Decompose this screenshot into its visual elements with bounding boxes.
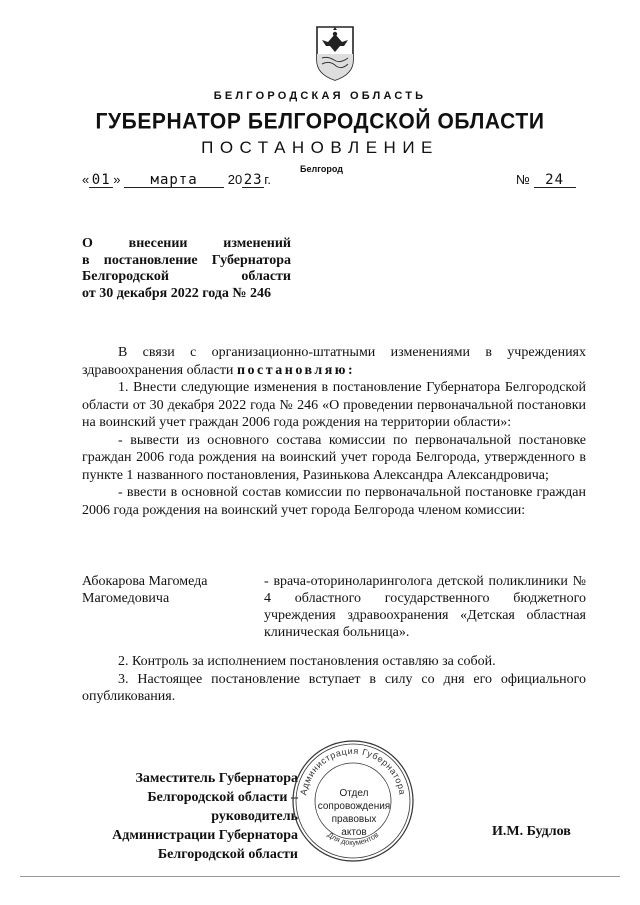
date-close-quote: »: [113, 172, 121, 187]
body-paragraph: - ввести в основной состав комиссии по первоначальной постановке граждан 2006 года рождения на воинский учет города Белгорода членом комиссии:: [82, 485, 586, 518]
stamp-center-line: Отдел: [339, 788, 369, 799]
document-title: [82, 236, 291, 302]
title-line: Белгородской области: [82, 269, 291, 284]
governor-heading: ГУБЕРНАТОР БЕЛГОРОДСКОЙ ОБЛАСТИ: [95, 109, 545, 134]
date-open-quote: «: [82, 172, 90, 187]
signer-name: И.М. Будлов: [492, 824, 571, 839]
title-line: от 30 декабря 2022 года № 246: [82, 285, 271, 301]
stamp-center-line: сопровождения: [317, 801, 391, 812]
date-year-abbr: г.: [264, 172, 271, 187]
document-body: [82, 344, 586, 519]
signer-title: [82, 769, 298, 864]
preamble-text: В связи с организационно-штатными изменениями в учреждениях здравоохранения области: [82, 345, 586, 378]
document-date: [82, 172, 271, 188]
title-line: О внесении изменений: [82, 236, 291, 251]
stamp-center-text: [306, 787, 402, 839]
body-paragraph: [82, 344, 586, 379]
date-year-suffix: 23: [243, 172, 263, 188]
body-paragraph: 3. Настоящее постановление вступает в силу со дня его официального опубликования.: [82, 671, 586, 704]
document-closing: [82, 653, 586, 706]
signer-line: Администрации Губернатора: [112, 828, 298, 843]
body-paragraph: 2. Контроль за исполнением постановления оставляю за собой.: [118, 654, 496, 669]
signer-line: Белгородской области – руководитель: [147, 790, 298, 824]
signer-line: Заместитель Губернатора: [135, 771, 298, 786]
date-year-prefix: 20: [227, 172, 243, 187]
body-paragraph: - вывести из основного состава комиссии по первоначальной постановке граждан 2006 года рождения на воинский учет города Белгорода, утвержденного в пункте 1 названного постановления, Разинькова Александра Александровича;: [82, 432, 586, 483]
title-line: в постановление Губернатора: [82, 252, 291, 268]
date-day: 01: [89, 173, 113, 188]
date-month: марта: [124, 173, 224, 188]
member-role: - врача-оториноларинголога детской поликлиники № 4 областного государственного бюджетного учреждения здравоохранения «Детская областная клиническая больница».: [264, 574, 586, 640]
belgorod-coat-of-arms-icon: [314, 24, 356, 82]
stamp-ring-bottom: Для документов: [325, 830, 381, 848]
region-heading: БЕЛГОРОДСКАЯ ОБЛАСТЬ: [213, 90, 427, 102]
stamp-ring-top: Администрация Губернатора: [298, 745, 408, 796]
bottom-divider: [20, 876, 620, 877]
city-label: Белгород: [300, 164, 343, 174]
member-name: Абокарова Магомеда Магомедовича: [82, 574, 208, 606]
document-number: [516, 172, 576, 188]
decree-word: постановляю:: [236, 362, 356, 378]
signer-line: Белгородской области: [157, 847, 298, 862]
number-value: 24: [534, 173, 576, 188]
stamp-center-line: актов: [341, 827, 367, 838]
stamp-center-line: правовых: [331, 814, 377, 825]
body-paragraph: 1. Внести следующие изменения в постановление Губернатора Белгородской области от 30 декабря 2022 года № 246 «О проведении первоначальной постановки на воинский учет граждан 2006 года рождения на территории области»:: [82, 380, 586, 430]
document-type-heading: ПОСТАНОВЛЕНИЕ: [201, 138, 439, 157]
number-label: №: [516, 172, 530, 187]
